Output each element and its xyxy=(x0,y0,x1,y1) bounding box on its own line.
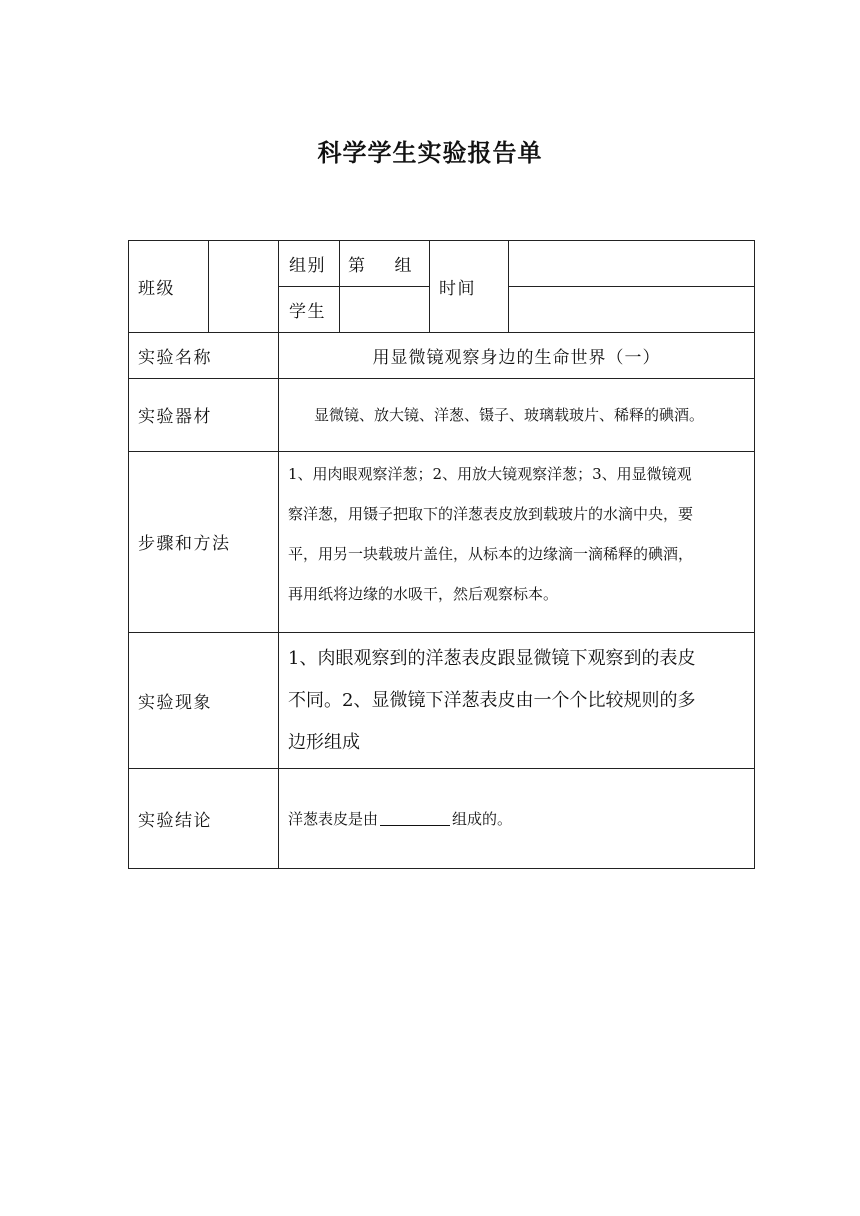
experiment-name-value-text: 用显微镜观察身边的生命世界（一） xyxy=(372,347,661,368)
materials-label xyxy=(138,378,278,451)
steps-label-text: 步骤和方法 xyxy=(138,534,231,554)
steps-line: 察洋葱，用镊子把取下的洋葱表皮放到载玻片的水滴中央，要 xyxy=(288,505,694,523)
table-border-left xyxy=(128,240,129,869)
student-label-text: 学生 xyxy=(289,302,326,322)
conclusion-label xyxy=(138,768,278,868)
group-label-text: 组别 xyxy=(289,255,326,276)
materials-value xyxy=(314,378,754,451)
phenomenon-line: 不同。2、显微镜下洋葱表皮由一个个比较规则的多 xyxy=(288,690,696,711)
phenomenon-value xyxy=(288,640,752,766)
group-value-suffix: 组 xyxy=(394,255,413,276)
conclusion-prefix: 洋葱表皮是由 xyxy=(288,809,379,828)
class-label xyxy=(138,240,208,332)
conclusion-value xyxy=(288,768,750,868)
phenomenon-line: 1、肉眼观察到的洋葱表皮跟显微镜下观察到的表皮 xyxy=(288,648,696,669)
time-label xyxy=(439,240,508,332)
conclusion-blank[interactable] xyxy=(380,811,450,826)
group-value-prefix: 第 xyxy=(348,255,367,276)
experiment-name-label-text: 实验名称 xyxy=(138,347,212,368)
steps-line: 平，用另一块载玻片盖住，从标本的边缘滴一滴稀释的碘酒， xyxy=(288,545,694,563)
group-value[interactable] xyxy=(348,240,429,286)
phenomenon-label xyxy=(138,632,278,768)
class-label-text: 班级 xyxy=(138,278,175,299)
page-title: 科学学生实验报告单 xyxy=(317,139,543,167)
col-divider-group-end xyxy=(429,240,430,332)
experiment-name-label xyxy=(138,332,278,378)
conclusion-suffix: 组成的。 xyxy=(452,809,513,828)
student-label xyxy=(289,287,339,332)
table-border-bottom xyxy=(128,868,755,869)
steps-label xyxy=(138,451,278,632)
steps-line: 1、用肉眼观察洋葱；2、用放大镜观察洋葱；3、用显微镜观 xyxy=(288,465,692,483)
steps-line: 再用纸将边缘的水吸干，然后观察标本。 xyxy=(288,585,559,603)
table-border-right xyxy=(754,240,755,869)
experiment-name-value xyxy=(279,332,754,378)
time-value-2[interactable] xyxy=(509,287,754,332)
materials-label-text: 实验器材 xyxy=(138,407,212,427)
class-value[interactable] xyxy=(209,240,278,332)
phenomenon-label-text: 实验现象 xyxy=(138,692,212,713)
phenomenon-line: 边形组成 xyxy=(288,732,360,753)
group-label xyxy=(289,240,339,286)
materials-value-text: 显微镜、放大镜、洋葱、镊子、玻璃载玻片、稀释的碘酒。 xyxy=(314,406,705,424)
time-label-text: 时间 xyxy=(439,278,476,299)
student-value[interactable] xyxy=(340,287,429,332)
conclusion-label-text: 实验结论 xyxy=(138,810,212,831)
time-value-1[interactable] xyxy=(509,240,754,286)
steps-value xyxy=(288,460,750,630)
